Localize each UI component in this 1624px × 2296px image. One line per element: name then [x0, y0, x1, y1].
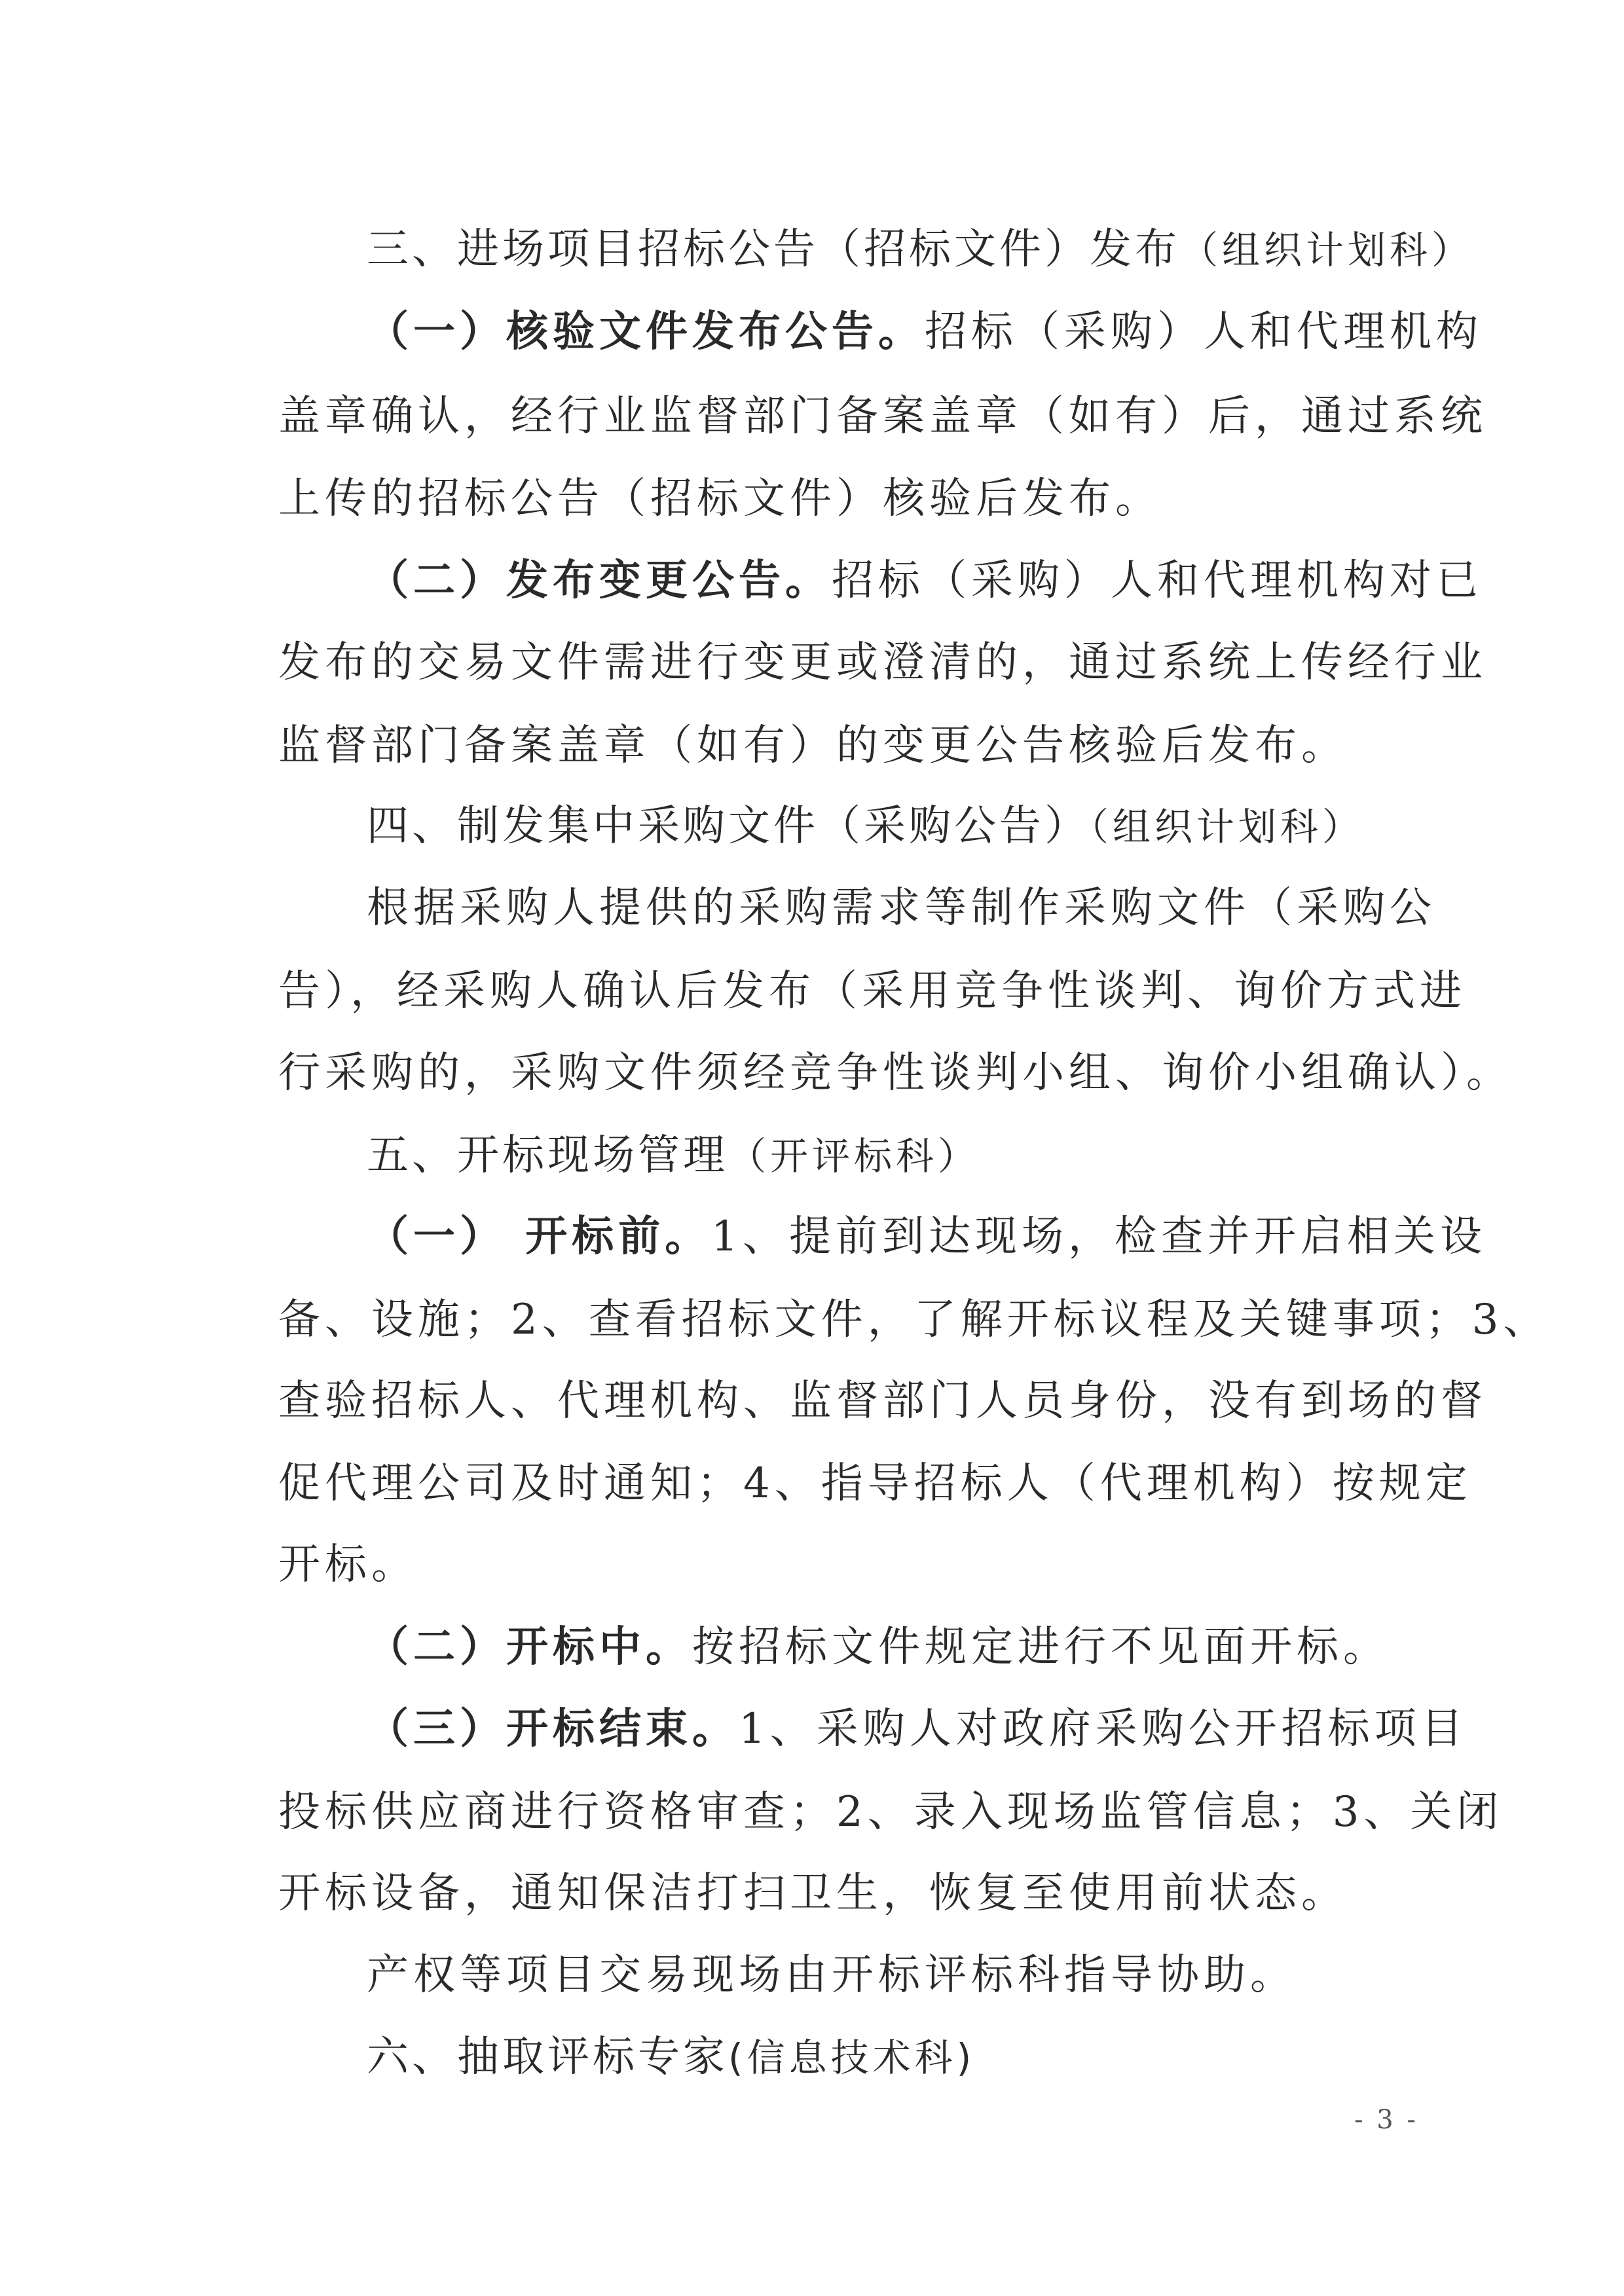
section-5-paragraph-3-line-3: 开标设备，通知保洁打扫卫生，恢复至使用前状态。	[278, 1869, 1348, 1918]
section-5-paragraph-1-line-4: 促代理公司及时通知；4、指导招标人（代理机构）按规定	[278, 1459, 1472, 1508]
paragraph-label: （一） 开标前。	[367, 1212, 712, 1261]
section-3-paragraph-1-line-1: （一）核验文件发布公告。招标（采购）人和代理机构	[367, 307, 1483, 356]
section-5-paragraph-1-line-3: 查验招标人、代理机构、监督部门人员身份，没有到场的督	[278, 1377, 1487, 1425]
section-5-paragraph-4-line-1: 产权等项目交易现场由开标评标科指导协助。	[367, 1951, 1297, 1999]
section-4-heading: 四、制发集中采购文件（采购公告）（组织计划科）	[367, 802, 1365, 850]
section-3-paragraph-2-line-1: （二）发布变更公告。招标（采购）人和代理机构对已	[367, 556, 1483, 605]
section-5-heading: 五、开标现场管理（开评标科）	[367, 1131, 980, 1180]
paragraph-label: （二）开标中。	[367, 1622, 692, 1671]
section-3-heading: 三、进场项目招标公告（招标文件）发布（组织计划科）	[367, 225, 1474, 274]
paragraph-label: （一）核验文件发布公告。	[367, 307, 925, 356]
section-3-paragraph-1-line-2: 盖章确认，经行业监督部门备案盖章（如有）后，通过系统	[278, 392, 1487, 441]
section-3-paragraph-2-line-3: 监督部门备案盖章（如有）的变更公告核验后发布。	[278, 721, 1348, 770]
section-4-paragraph-line-1: 根据采购人提供的采购需求等制作采购文件（采购公	[367, 884, 1436, 932]
paragraph-label: （三）开标结束。	[367, 1704, 739, 1753]
section-3-paragraph-1-line-3: 上传的招标公告（招标文件）核验后发布。	[278, 475, 1162, 523]
section-6-heading: 六、抽取评标专家(信息技术科)	[367, 2033, 976, 2081]
section-5-paragraph-1-line-2: 备、设施；2、查看招标文件，了解开标议程及关键事项；3、	[278, 1296, 1550, 1344]
page-number: - 3 -	[1354, 2105, 1418, 2135]
section-5-paragraph-1-line-5: 开标。	[278, 1540, 418, 1589]
section-5-paragraph-2-line-1: （二）开标中。按招标文件规定进行不见面开标。	[367, 1622, 1390, 1671]
section-5-paragraph-1-line-1: （一） 开标前。1、提前到达现场，检查并开启相关设	[367, 1212, 1486, 1261]
section-4-paragraph-line-3: 行采购的，采购文件须经竞争性谈判小组、询价小组确认）。	[278, 1049, 1513, 1097]
section-4-paragraph-line-2: 告），经采购人确认后发布（采用竞争性谈判、询价方式进	[278, 967, 1466, 1015]
paragraph-label: （二）发布变更公告。	[367, 556, 832, 605]
section-5-paragraph-3-line-2: 投标供应商进行资格审查；2、录入现场监管信息；3、关闭	[278, 1788, 1504, 1836]
section-5-paragraph-3-line-1: （三）开标结束。1、采购人对政府采购公开招标项目	[367, 1704, 1467, 1753]
section-3-paragraph-2-line-2: 发布的交易文件需进行变更或澄清的，通过系统上传经行业	[278, 638, 1487, 687]
